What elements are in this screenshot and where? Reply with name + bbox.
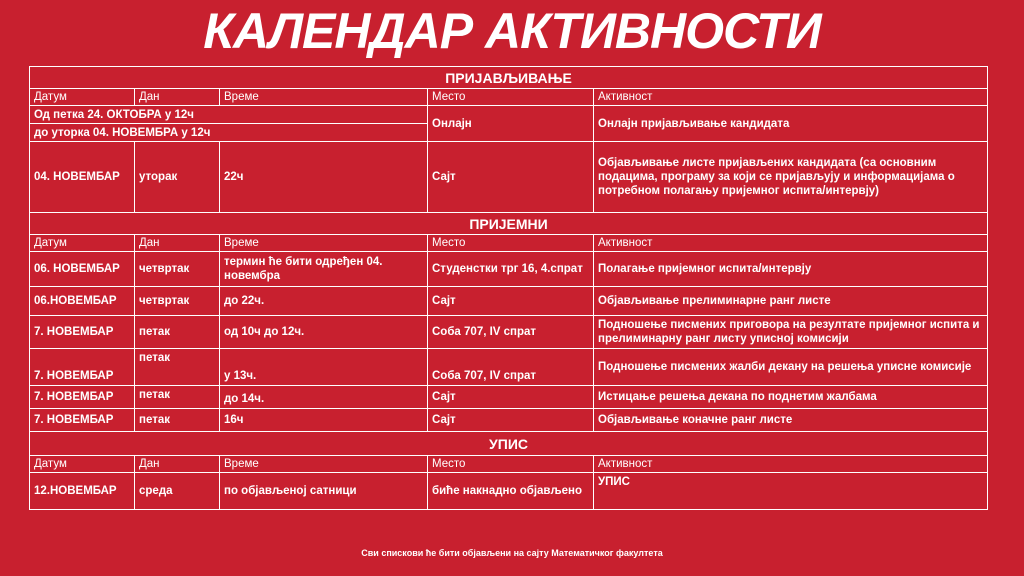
time-cell: до 22ч. bbox=[220, 287, 428, 316]
header-day: Дан bbox=[135, 235, 220, 252]
table-row bbox=[30, 106, 988, 124]
header-date: Датум bbox=[30, 89, 135, 106]
day-cell: петак bbox=[135, 316, 220, 349]
table-row bbox=[30, 252, 988, 287]
day-cell: среда bbox=[135, 473, 220, 510]
section-heading-entrance: ПРИЈЕМНИ bbox=[30, 213, 988, 235]
day-cell: петак bbox=[135, 349, 220, 386]
column-header-row bbox=[30, 456, 988, 473]
header-activity: Активност bbox=[594, 235, 988, 252]
time-cell: у 13ч. bbox=[220, 349, 428, 386]
header-place: Место bbox=[428, 89, 594, 106]
day-cell: четвртак bbox=[135, 287, 220, 316]
header-activity: Активност bbox=[594, 89, 988, 106]
column-header-row bbox=[30, 235, 988, 252]
date-cell: 06.НОВЕМБАР bbox=[30, 287, 135, 316]
header-activity: Активност bbox=[594, 456, 988, 473]
section-heading-enrollment: УПИС bbox=[30, 432, 988, 456]
activity-cell: Подношење писмених приговора на резултате пријемног испита и прелиминарну ранг листу уписној комисији bbox=[594, 316, 988, 349]
header-day: Дан bbox=[135, 89, 220, 106]
day-cell: четвртак bbox=[135, 252, 220, 287]
date-range-end: до уторка 04. НОВЕМБРА у 12ч bbox=[30, 124, 428, 142]
table-row bbox=[30, 287, 988, 316]
time-cell: 22ч bbox=[220, 142, 428, 213]
footer-note: Сви спискови ће бити објављени на сајту Математичког факултета bbox=[361, 548, 663, 558]
table-row bbox=[30, 386, 988, 409]
time-cell: 16ч bbox=[220, 409, 428, 432]
activity-calendar-table bbox=[29, 66, 988, 510]
header-date: Датум bbox=[30, 235, 135, 252]
section-heading-registration: ПРИЈАВЉИВАЊЕ bbox=[30, 67, 988, 89]
page-title: КАЛЕНДАР АКТИВНОСТИ bbox=[203, 3, 821, 59]
activity-cell: Истицање решења декана по поднетим жалбама bbox=[594, 386, 988, 409]
time-cell: термин ће бити одређен 04. новембра bbox=[220, 252, 428, 287]
activity-cell: Објављивање коначне ранг листе bbox=[594, 409, 988, 432]
place-cell: Онлајн bbox=[428, 106, 594, 142]
place-cell: Соба 707, IV спрат bbox=[428, 349, 594, 386]
date-cell: 7. НОВЕМБАР bbox=[30, 386, 135, 409]
header-place: Место bbox=[428, 456, 594, 473]
place-cell: Сајт bbox=[428, 142, 594, 213]
header-time: Време bbox=[220, 456, 428, 473]
time-cell: по објављеној сатници bbox=[220, 473, 428, 510]
header-day: Дан bbox=[135, 456, 220, 473]
place-cell: Студенстки трг 16, 4.спрат bbox=[428, 252, 594, 287]
table-row bbox=[30, 316, 988, 349]
date-cell: 06. НОВЕМБАР bbox=[30, 252, 135, 287]
date-cell: 7. НОВЕМБАР bbox=[30, 316, 135, 349]
activity-cell: Подношење писмених жалби декану на решења уписне комисије bbox=[594, 349, 988, 386]
header-time: Време bbox=[220, 89, 428, 106]
header-date: Датум bbox=[30, 456, 135, 473]
place-cell: Сајт bbox=[428, 386, 594, 409]
date-cell: 7. НОВЕМБАР bbox=[30, 349, 135, 386]
date-cell: 7. НОВЕМБАР bbox=[30, 409, 135, 432]
activity-cell: Онлајн пријављивање кандидата bbox=[594, 106, 988, 142]
date-cell: 12.НОВЕМБАР bbox=[30, 473, 135, 510]
table-row bbox=[30, 473, 988, 510]
header-time: Време bbox=[220, 235, 428, 252]
activity-cell: УПИС bbox=[594, 473, 988, 510]
day-cell: петак bbox=[135, 386, 220, 409]
table-row bbox=[30, 142, 988, 213]
column-header-row bbox=[30, 89, 988, 106]
activity-cell: Полагање пријемног испита/интервју bbox=[594, 252, 988, 287]
time-cell: од 10ч до 12ч. bbox=[220, 316, 428, 349]
header-place: Место bbox=[428, 235, 594, 252]
table-row bbox=[30, 409, 988, 432]
day-cell: петак bbox=[135, 409, 220, 432]
date-cell: 04. НОВЕМБАР bbox=[30, 142, 135, 213]
date-range-start: Од петка 24. ОКТОБРА у 12ч bbox=[30, 106, 428, 124]
activity-cell: Објављивање листе пријављених кандидата (са основним подацима, програму за који се пријављују и информацијама о потребном полагању пријемног испита/интервју) bbox=[594, 142, 988, 213]
place-cell: Сајт bbox=[428, 409, 594, 432]
table-row bbox=[30, 349, 988, 386]
day-cell: уторак bbox=[135, 142, 220, 213]
time-cell: до 14ч. bbox=[220, 386, 428, 409]
place-cell: Сајт bbox=[428, 287, 594, 316]
place-cell: Соба 707, IV спрат bbox=[428, 316, 594, 349]
activity-cell: Објављивање прелиминарне ранг листе bbox=[594, 287, 988, 316]
place-cell: биће накнадно објављено bbox=[428, 473, 594, 510]
